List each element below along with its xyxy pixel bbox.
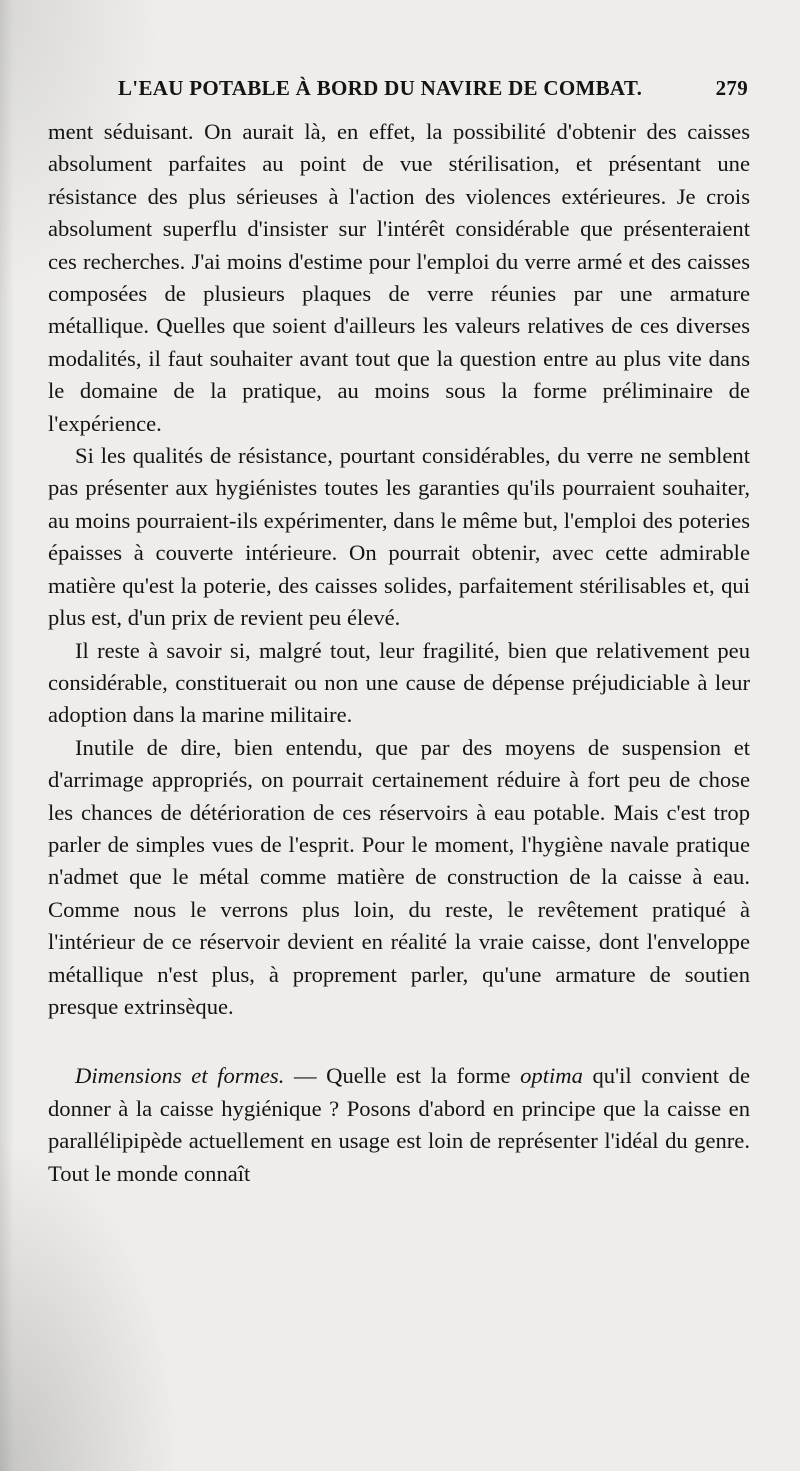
paragraph-5 xyxy=(48,1060,750,1190)
paragraph-5-text-a: Quelle est la forme xyxy=(326,1063,521,1089)
running-head-title: L'EAU POTABLE À BORD DU NAVIRE DE COMBAT. xyxy=(118,76,643,100)
paragraph-4: Inutile de dire, bien entendu, que par des moyens de suspension et d'arrimage appropriés, on pourrait certainement réduire à fort peu de chose les chances de détérioration de ces réservoirs à eau potable. Mais c'est trop parler de simples vues de l'esprit. Pour le moment, l'hygiène navale pratique n'admet que le métal comme matière de construction de la caisse à eau. Comme nous le verrons plus loin, du reste, le revêtement pratiqué à l'intérieur de ce réservoir devient en réalité la vraie caisse, dont l'enveloppe métallique n'est plus, à proprement parler, qu'une armature de soutien presque extrinsèque. xyxy=(48,734,750,1019)
running-head xyxy=(118,76,748,108)
paragraph-2: Si les qualités de résistance, pourtant considérables, du verre ne semblent pas présenter aux hygiénistes toutes les garanties qu'ils pourraient souhaiter, au moins pourraient-ils expérimenter, dans le même but, l'emploi des poteries épaisses à couverte intérieure. On pourrait obtenir, avec cette admirable matière qu'est la poterie, des caisses solides, parfaitement stérilisables et, qui plus est, d'un prix de revient peu élevé. xyxy=(48,443,750,631)
paragraph-1: ment séduisant. On aurait là, en effet, la possibilité d'obtenir des caisses absolument parfaites au point de vue stérilisation, et présentant une résistance des plus sérieuses à l'action des violences extérieures. Je crois absolument superflu d'insister sur l'intérêt considérable que présenteraient ces recherches. J'ai moins d'estime pour l'emploi du verre armé et des caisses composées de plusieurs plaques de verre réunies par une armature métallique. Quelles que soient d'ailleurs les valeurs relatives de ces diverses modalités, il faut souhaiter avant tout que la question entre au plus vite dans le domaine de la pratique, au moins sous la forme préliminaire de l'expérience. xyxy=(48,119,750,436)
section-heading: Dimensions et formes. xyxy=(75,1063,285,1089)
body-text xyxy=(48,116,750,1190)
page-number: 279 xyxy=(715,76,748,100)
paragraph-3: Il reste à savoir si, malgré tout, leur fragilité, bien que relativement peu considérable, constituerait ou non une cause de dépense préjudiciable à leur adoption dans la marine militaire. xyxy=(48,637,750,728)
paragraph-5-text-b: qu'il convient de donner à la caisse hygiénique ? Posons d'abord en principe que la caisse en parallélipipède actuellement en usage est loin de représenter l'idéal du genre. Tout le monde connaît xyxy=(48,1063,751,1186)
italic-term: optima xyxy=(520,1063,583,1089)
section-dash: — xyxy=(284,1063,327,1089)
